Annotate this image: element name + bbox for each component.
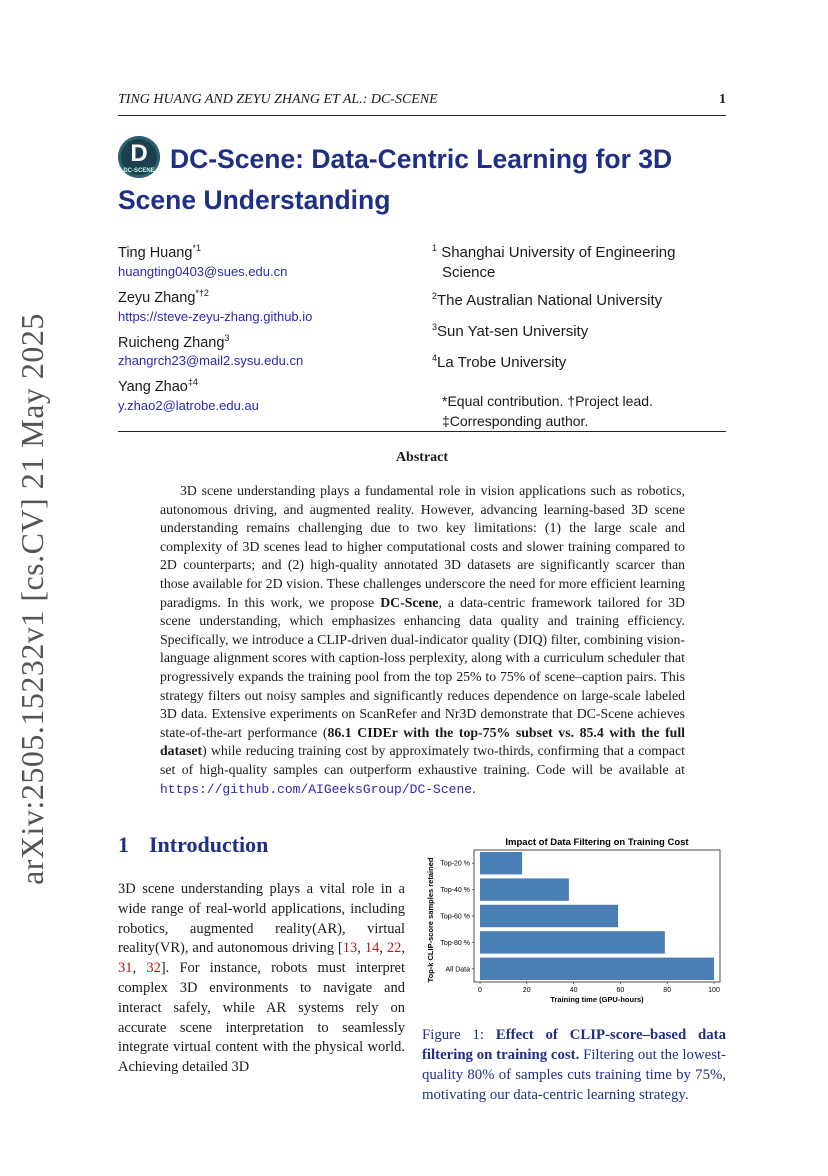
author-list: Ting Huang$^{*1}$ huangting0403@sues.edu.cn Zeyu Zhang$^{*\dagger 2}$ https://steve-zeyu-zhang.github.io Ruicheng Zhang$^3$ zhangrch23@mail2.sysu.edu.cn Yang Zhao$^{\ddagger 4}$ y.zhao2@latrobe.edu.au: [118, 239, 408, 415]
arxiv-sidebar: arXiv:2505.15232v1 [cs.CV] 21 May 2025: [14, 313, 50, 885]
affiliation-4: $^4$La Trobe University: [432, 353, 567, 371]
bar: [480, 931, 665, 953]
training-cost-chart: [418, 832, 728, 1012]
author-name: Zeyu Zhang: [118, 289, 196, 306]
bar: [480, 905, 618, 927]
dc-scene-logo-icon: D DC-SCENE: [118, 136, 160, 178]
author-notes: *Equal contribution. †Project lead. ‡Corresponding author.: [442, 393, 653, 429]
citation-link[interactable]: 31: [118, 960, 133, 977]
abstract-heading: Abstract: [395, 450, 449, 465]
author-email[interactable]: y.zhao2@latrobe.edu.au: [118, 398, 259, 414]
page-number: 1: [719, 92, 726, 107]
x-tick-label: 20: [522, 987, 531, 994]
author-email[interactable]: zhangrch23@mail2.sysu.edu.cn: [118, 353, 304, 369]
chart-y-label: Top-k CLIP-score samples retained: [426, 857, 435, 983]
bar: [480, 878, 569, 900]
figure-caption: Figure 1: Effect of CLIP-score–based data filtering on training cost. Filtering out the lowest-quality 80% of samples cuts training time by 75%, motivating our data-centric learning strategy.: [422, 1027, 726, 1103]
paper-title: [118, 140, 738, 218]
y-tick-label: Top-20 %: [440, 860, 470, 868]
author-homepage-link[interactable]: https://steve-zeyu-zhang.github.io: [118, 308, 313, 324]
running-title: TING HUANG AND ZEYU ZHANG ET AL.: DC-SCENE: [118, 92, 438, 107]
x-tick-label: 40: [569, 987, 578, 994]
affiliation-1: $^1$ Shanghai University of Engineering Science: [432, 243, 676, 281]
affiliation-list: [432, 238, 732, 431]
y-tick-label: Top-60 %: [440, 913, 470, 921]
section-heading: 1 Introduction: [118, 832, 269, 857]
code-link[interactable]: https://github.com/AIGeeksGroup/DC-Scene: [160, 781, 473, 797]
x-tick-label: 0: [478, 987, 482, 994]
citation-link[interactable]: 22: [386, 940, 402, 957]
citation-link[interactable]: 13: [342, 940, 358, 957]
x-tick-label: 60: [616, 987, 625, 994]
citation-link[interactable]: 32: [146, 960, 161, 977]
x-tick-label: 80: [663, 987, 672, 994]
running-header: [118, 92, 726, 108]
affiliation-3: $^3$Sun Yat-sen University: [432, 322, 589, 340]
header-rule: [118, 115, 726, 116]
abstract-body: 3D scene understanding plays a fundamental role in vision applications such as robotics, autonomous driving, and augmented reality. However, advancing learning-based 3D scene understanding remains challenging due to two key limitations: (1) the large scale and complexity of 3D scenes lead to higher computational costs and slower training compared to 2D counterparts; and (2) high-quality annotated 3D datasets are significantly scarcer than those available for 2D vision. These challenges underscore the need for more efficient learning paradigms. In this work, we propose DC-Scene, a data-centric framework tailored for 3D scene understanding, which emphasizes enhancing data quality and training efficiency. Specifically, we introduce a CLIP-driven dual-indicator quality (DIQ) filter, combining vision-language alignment scores with caption-loss perplexity, along with a curriculum scheduler that progressively expands the training pool from the top 25% to 75% of scene–caption pairs. This strategy filters out noisy samples and significantly reduces dependence on large-scale labeled 3D data. Extensive experiments on ScanRefer and Nr3D demonstrate that DC-Scene achieves state-of-the-art performance (86.1 CIDEr with the top-75% subset vs. 85.4 with the full dataset) while reducing training cost by approximately two-thirds, confirming that a compact set of high-quality samples can outperform exhaustive training. Code will be available at https://github.com/AIGeeksGroup/DC-Scene.: [160, 483, 686, 797]
intro-paragraph: 3D scene understanding plays a vital role in a wide range of real-world applications, including robotics, augmented reality(AR), virtual reality(VR), and autonomous driving [13, 14, 22, 31, 32]. For instance, robots must interpret complex 3D environments to navigate and interact safely, while AR systems rely on accurate scene interpretation to seamlessly integrate virtual content with the physical world. Achieving detailed 3D: [118, 881, 406, 1076]
author-name: Ting Huang: [118, 244, 193, 261]
chart-x-label: Training time (GPU-hours): [550, 995, 644, 1004]
citation-link[interactable]: 14: [364, 940, 380, 957]
title-line-2: Scene Understanding: [118, 185, 391, 215]
bar: [480, 852, 522, 874]
bar: [480, 958, 714, 980]
title-line-1: DC-Scene: Data-Centric Learning for 3D: [170, 144, 673, 174]
affiliation-2: $^2$The Australian National University: [432, 291, 663, 309]
y-tick-label: Top-40 %: [440, 887, 470, 895]
authors-rule: [118, 431, 726, 432]
y-tick-label: Top-80 %: [440, 939, 470, 947]
author-name: Ruicheng Zhang: [118, 334, 225, 351]
author-name: Yang Zhao: [118, 379, 188, 396]
author-email[interactable]: huangting0403@sues.edu.cn: [118, 263, 288, 279]
x-tick-label: 100: [708, 987, 720, 994]
chart-title: Impact of Data Filtering on Training Cost: [505, 837, 689, 848]
y-tick-label: All Data: [445, 966, 470, 974]
